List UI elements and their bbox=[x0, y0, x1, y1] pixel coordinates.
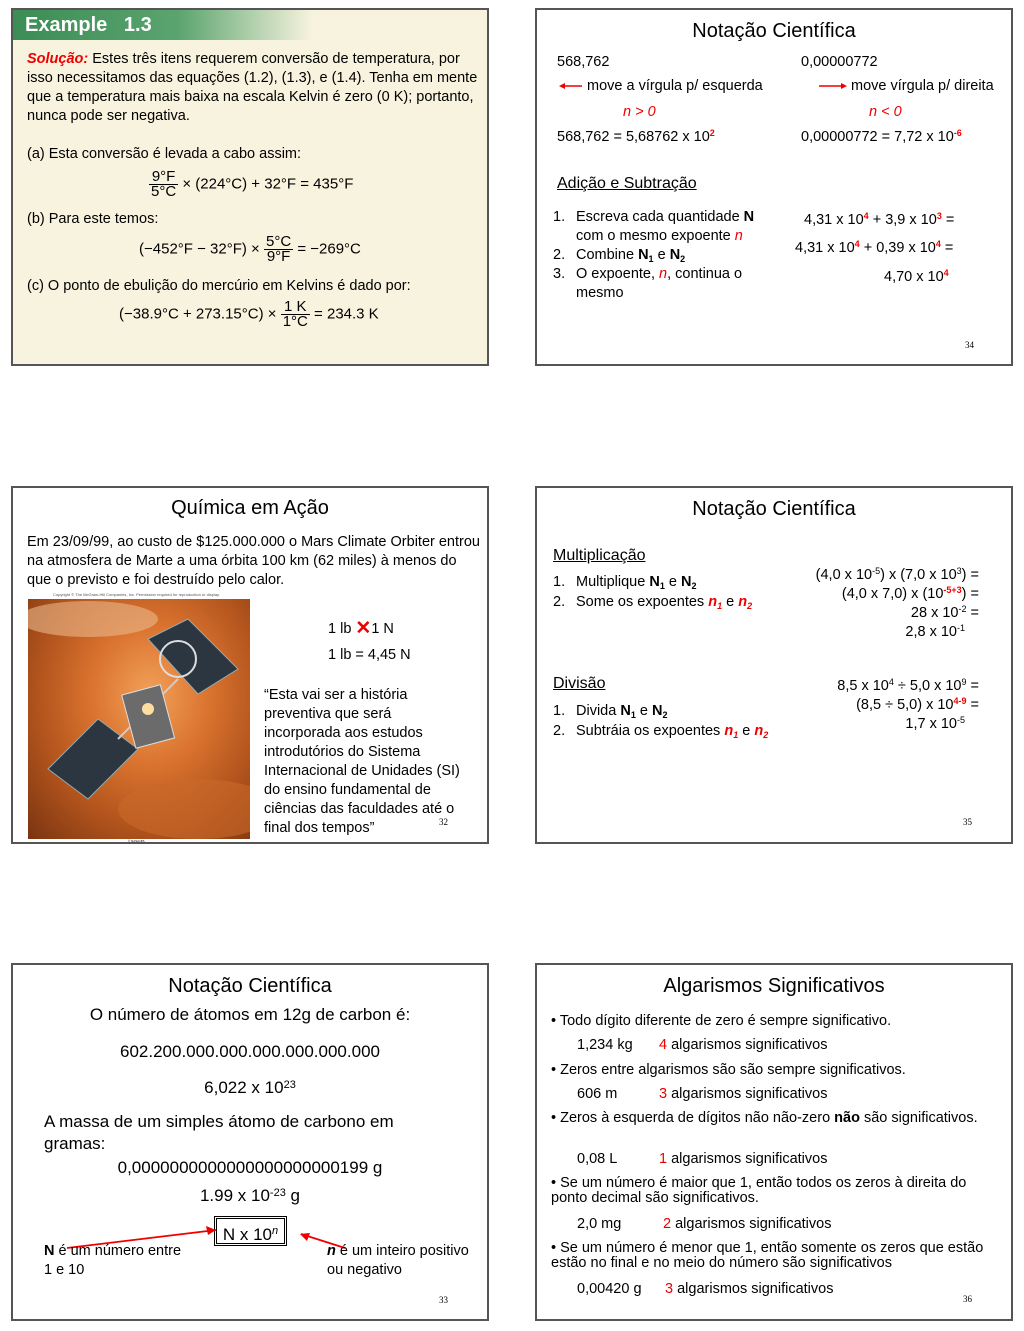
arrow-right-icon bbox=[819, 81, 847, 91]
box-exp: n bbox=[272, 1225, 279, 1237]
arrow-left-icon bbox=[559, 81, 583, 91]
right-result bbox=[801, 129, 962, 146]
step-1-cont bbox=[576, 228, 743, 245]
step-1-N: N bbox=[743, 209, 755, 225]
step-2-number: 2. bbox=[553, 247, 566, 263]
slide-36-title: Algarismos Significativos bbox=[663, 975, 885, 997]
equation-c-fraction bbox=[281, 300, 310, 329]
left-move-text: move a vírgula p/ esquerda bbox=[587, 78, 763, 94]
right-number: 0,00000772 bbox=[801, 54, 878, 70]
example-title: Example 1.3 bbox=[25, 14, 152, 36]
avogadro-long: 602.200.000.000.000.000.000.000 bbox=[120, 1042, 380, 1061]
page-number: 36 bbox=[963, 1294, 972, 1304]
slide-33 bbox=[11, 963, 489, 1321]
mult-example-2: (4,0 x 7,0) x $(10^{-5+3})$ = bbox=[841, 585, 979, 602]
equation-b-den: 9°F bbox=[266, 248, 291, 265]
left-number: 568,762 bbox=[557, 54, 610, 70]
example-1: 1,234 kg 4 algarismos significativos bbox=[577, 1037, 828, 1053]
div-example-3: 1,7 x $10^{-5}$ bbox=[905, 715, 965, 732]
mass-sentence: A massa de um simples átomo de carbono em gramas: bbox=[44, 1112, 394, 1153]
equation-c-pre: (−38.9°C + 273.15°C) × bbox=[119, 305, 277, 323]
page-number: 35 bbox=[963, 817, 972, 827]
avogadro-sci: 6,022 x $10^{23}$ bbox=[204, 1078, 296, 1097]
div-step-1: Divida $N_1$ e $N_2$ bbox=[576, 703, 668, 720]
addition-example-1: 4,31 x $10^4 + 3,9$ x $10^3$ = bbox=[804, 211, 955, 228]
rule-2: • Zeros entre algarismos são são sempre significativos. bbox=[551, 1062, 906, 1078]
solution-body: Estes três itens requerem conversão de temperatura, por isso necessitamos das equações (1.2), (1.3), e (1.4). Tenha em mente que a temperatura mais baixa na escala Kelvin é zero (0 K); portanto, nunca pode ser negativa. bbox=[27, 51, 478, 124]
mult-step-2-number: 2. bbox=[553, 594, 566, 610]
slide-34 bbox=[535, 8, 1013, 366]
x-mark-icon: ✕ bbox=[355, 618, 372, 639]
equation-b bbox=[139, 235, 361, 264]
step-3 bbox=[576, 266, 742, 283]
left-result-text: 568,762 = 5,68762 x 10 bbox=[557, 129, 710, 145]
n-description: n é um inteiro positivo ou negativo bbox=[327, 1243, 469, 1278]
page-number: 32 bbox=[439, 817, 448, 827]
example-3: 0,08 L 1 algarismos significativos bbox=[577, 1151, 828, 1167]
slide-32 bbox=[11, 486, 489, 844]
step-3-number: 3. bbox=[553, 266, 566, 282]
quote-text: “Esta vai ser a história preventiva que será incorporada aos estudos introdutórios do Sistema Internacional de Unidades (SI) do ensino fundamental de ciências das faculdades até o final dos tempos” bbox=[264, 687, 460, 836]
rule-1: • Todo dígito diferente de zero é sempre significativo. bbox=[551, 1013, 892, 1029]
div-step-1-number: 1. bbox=[553, 703, 566, 719]
step-2-text: Combine bbox=[576, 247, 639, 263]
solution-label: Solução: bbox=[27, 51, 89, 67]
rule-4: • Se um número é maior que 1, então todos os zeros à direita do ponto decimal são significativos. bbox=[551, 1175, 967, 1206]
left-n-condition: n > 0 bbox=[623, 104, 656, 120]
N-description: N é um número entre 1 e 10 bbox=[44, 1243, 182, 1278]
equation-b-pre: (−452°F − 32°F) × bbox=[139, 240, 260, 258]
equation-a bbox=[149, 170, 353, 199]
equation-a-fraction bbox=[149, 170, 178, 199]
orbiter-illustration bbox=[28, 599, 250, 839]
step-1 bbox=[576, 209, 754, 226]
right-move-text: move vírgula p/ direita bbox=[851, 78, 994, 94]
mars-orbiter-image bbox=[28, 599, 250, 839]
part-b-text: (b) Para este temos: bbox=[27, 211, 159, 227]
step-1-n: n bbox=[734, 228, 743, 244]
equation-c-den: 1°C bbox=[282, 313, 308, 330]
step-1-cont-text: com o mesmo expoente bbox=[576, 228, 735, 244]
right-result-text: 0,00000772 = 7,72 x 10 bbox=[801, 129, 954, 145]
mass-long: 0,0000000000000000000000199 g bbox=[117, 1158, 383, 1177]
equation-a-rest: × (224°C) + 32°F = 435°F bbox=[182, 175, 354, 193]
lb-not-equal-n bbox=[328, 619, 394, 638]
equation-b-num: 5°C bbox=[265, 233, 292, 250]
solution-text bbox=[27, 50, 482, 126]
equation-a-den: 5°C bbox=[151, 183, 177, 200]
mult-example-4: 2,8 x $10^{-1}$ bbox=[905, 623, 965, 640]
equation-c-num: 1 K bbox=[281, 300, 310, 315]
example-5: 0,00420 g 3 algarismos significativos bbox=[577, 1281, 834, 1297]
slide-36 bbox=[535, 963, 1013, 1321]
slide-34-title: Notação Científica bbox=[692, 20, 856, 42]
part-c-text: (c) O ponto de ebulição do mercúrio em Kelvins é dado por: bbox=[27, 278, 411, 294]
div-example-2: (8,5 ÷ 5,0) x $10^{4-9}$ = bbox=[856, 696, 979, 713]
slide-example-1-3 bbox=[11, 8, 489, 366]
equation-b-rest: = −269°C bbox=[297, 240, 361, 258]
left-result-exp: 2 bbox=[709, 128, 715, 138]
step-3-n: n bbox=[659, 266, 668, 282]
div-step-2-number: 2. bbox=[553, 723, 566, 739]
section-addition-subtraction: Adição e Subtração bbox=[557, 175, 697, 192]
step-1-text: Escreva cada quantidade bbox=[576, 209, 744, 225]
image-credit: © NASA/JPL bbox=[128, 839, 146, 843]
mult-example-1: (4,0 x $10^{-5}$) x (7,0 x $10^3$) = bbox=[815, 566, 979, 583]
section-multiplication: Multiplicação bbox=[553, 547, 646, 564]
equation-a-num: 9°F bbox=[149, 170, 178, 185]
step-3-text-b: , continua o bbox=[667, 266, 743, 282]
slide-35-title: Notação Científica bbox=[692, 498, 856, 520]
step-1-number: 1. bbox=[553, 209, 566, 225]
addition-example-2: 4,31 x $10^4 + 0,39$ x $10^4$ = bbox=[795, 239, 954, 256]
example-4: 2,0 mg 2 algarismos significativos bbox=[577, 1216, 832, 1232]
slide-33-title: Notação Científica bbox=[168, 975, 332, 997]
equation-c bbox=[119, 300, 379, 329]
section-division: Divisão bbox=[553, 675, 606, 692]
left-result bbox=[557, 129, 715, 146]
atoms-sentence: O número de átomos em 12g de carbon é: bbox=[89, 1005, 411, 1024]
rule-3: • Zeros à esquerda de dígitos não não-zero não são significativos. bbox=[551, 1110, 978, 1126]
page-number: 33 bbox=[439, 1295, 448, 1305]
box-text: N x 10 bbox=[222, 1225, 272, 1244]
right-result-exp: -6 bbox=[953, 128, 962, 138]
mass-sci: 1.99 x $10^{-23}$ g bbox=[199, 1186, 301, 1205]
addition-example-3: 4,70 x $10^4$ bbox=[884, 268, 949, 285]
lb-label: 1 lb bbox=[328, 621, 352, 637]
page-number: 34 bbox=[965, 340, 974, 350]
step-2: Combine $N_1$ e $N_2$ bbox=[576, 247, 686, 264]
mult-example-3: 28 x $10^{-2}$ = bbox=[910, 604, 979, 621]
div-step-2: Subtráia os expoentes $n_1$ e $n_2$ bbox=[576, 723, 769, 740]
copyright-line: Copyright © The McGraw-Hill Companies, Inc. Permission required for reproduction or display. bbox=[53, 592, 220, 597]
mult-step-1-number: 1. bbox=[553, 574, 566, 590]
mult-step-1: Multiplique $N_1$ e $N_2$ bbox=[576, 574, 697, 591]
rule-5: • Se um número é menor que 1, então somente os zeros que estão estão no final e no meio do número são significativos bbox=[551, 1240, 984, 1271]
step-3-text: O expoente, bbox=[576, 266, 660, 282]
equation-c-rest: = 234.3 K bbox=[314, 305, 379, 323]
equation-b-fraction bbox=[264, 235, 293, 264]
step-3-cont: mesmo bbox=[576, 285, 624, 301]
part-a-text: (a) Esta conversão é levada a cabo assim: bbox=[27, 146, 302, 162]
slide-32-title: Química em Ação bbox=[171, 497, 329, 519]
slide-35 bbox=[535, 486, 1013, 844]
right-n-condition: n < 0 bbox=[869, 104, 902, 120]
example-2: 606 m 3 algarismos significativos bbox=[577, 1086, 828, 1102]
mult-step-2: Some os expoentes $n_1$ e $n_2$ bbox=[576, 594, 753, 611]
mars-paragraph: Em 23/09/99, ao custo de $125.000.000 o Mars Climate Orbiter entrou na atmosfera de Marte a uma órbita 100 km (62 miles) à menos do que o previsto e foi destruído pelo calor. bbox=[27, 534, 480, 588]
n-label: 1 N bbox=[371, 621, 394, 637]
lb-conversion: 1 lb = 4,45 N bbox=[328, 647, 411, 663]
div-example-1: 8,5 x $10^4 \div 5,0$ x $10^9$ = bbox=[837, 677, 979, 694]
